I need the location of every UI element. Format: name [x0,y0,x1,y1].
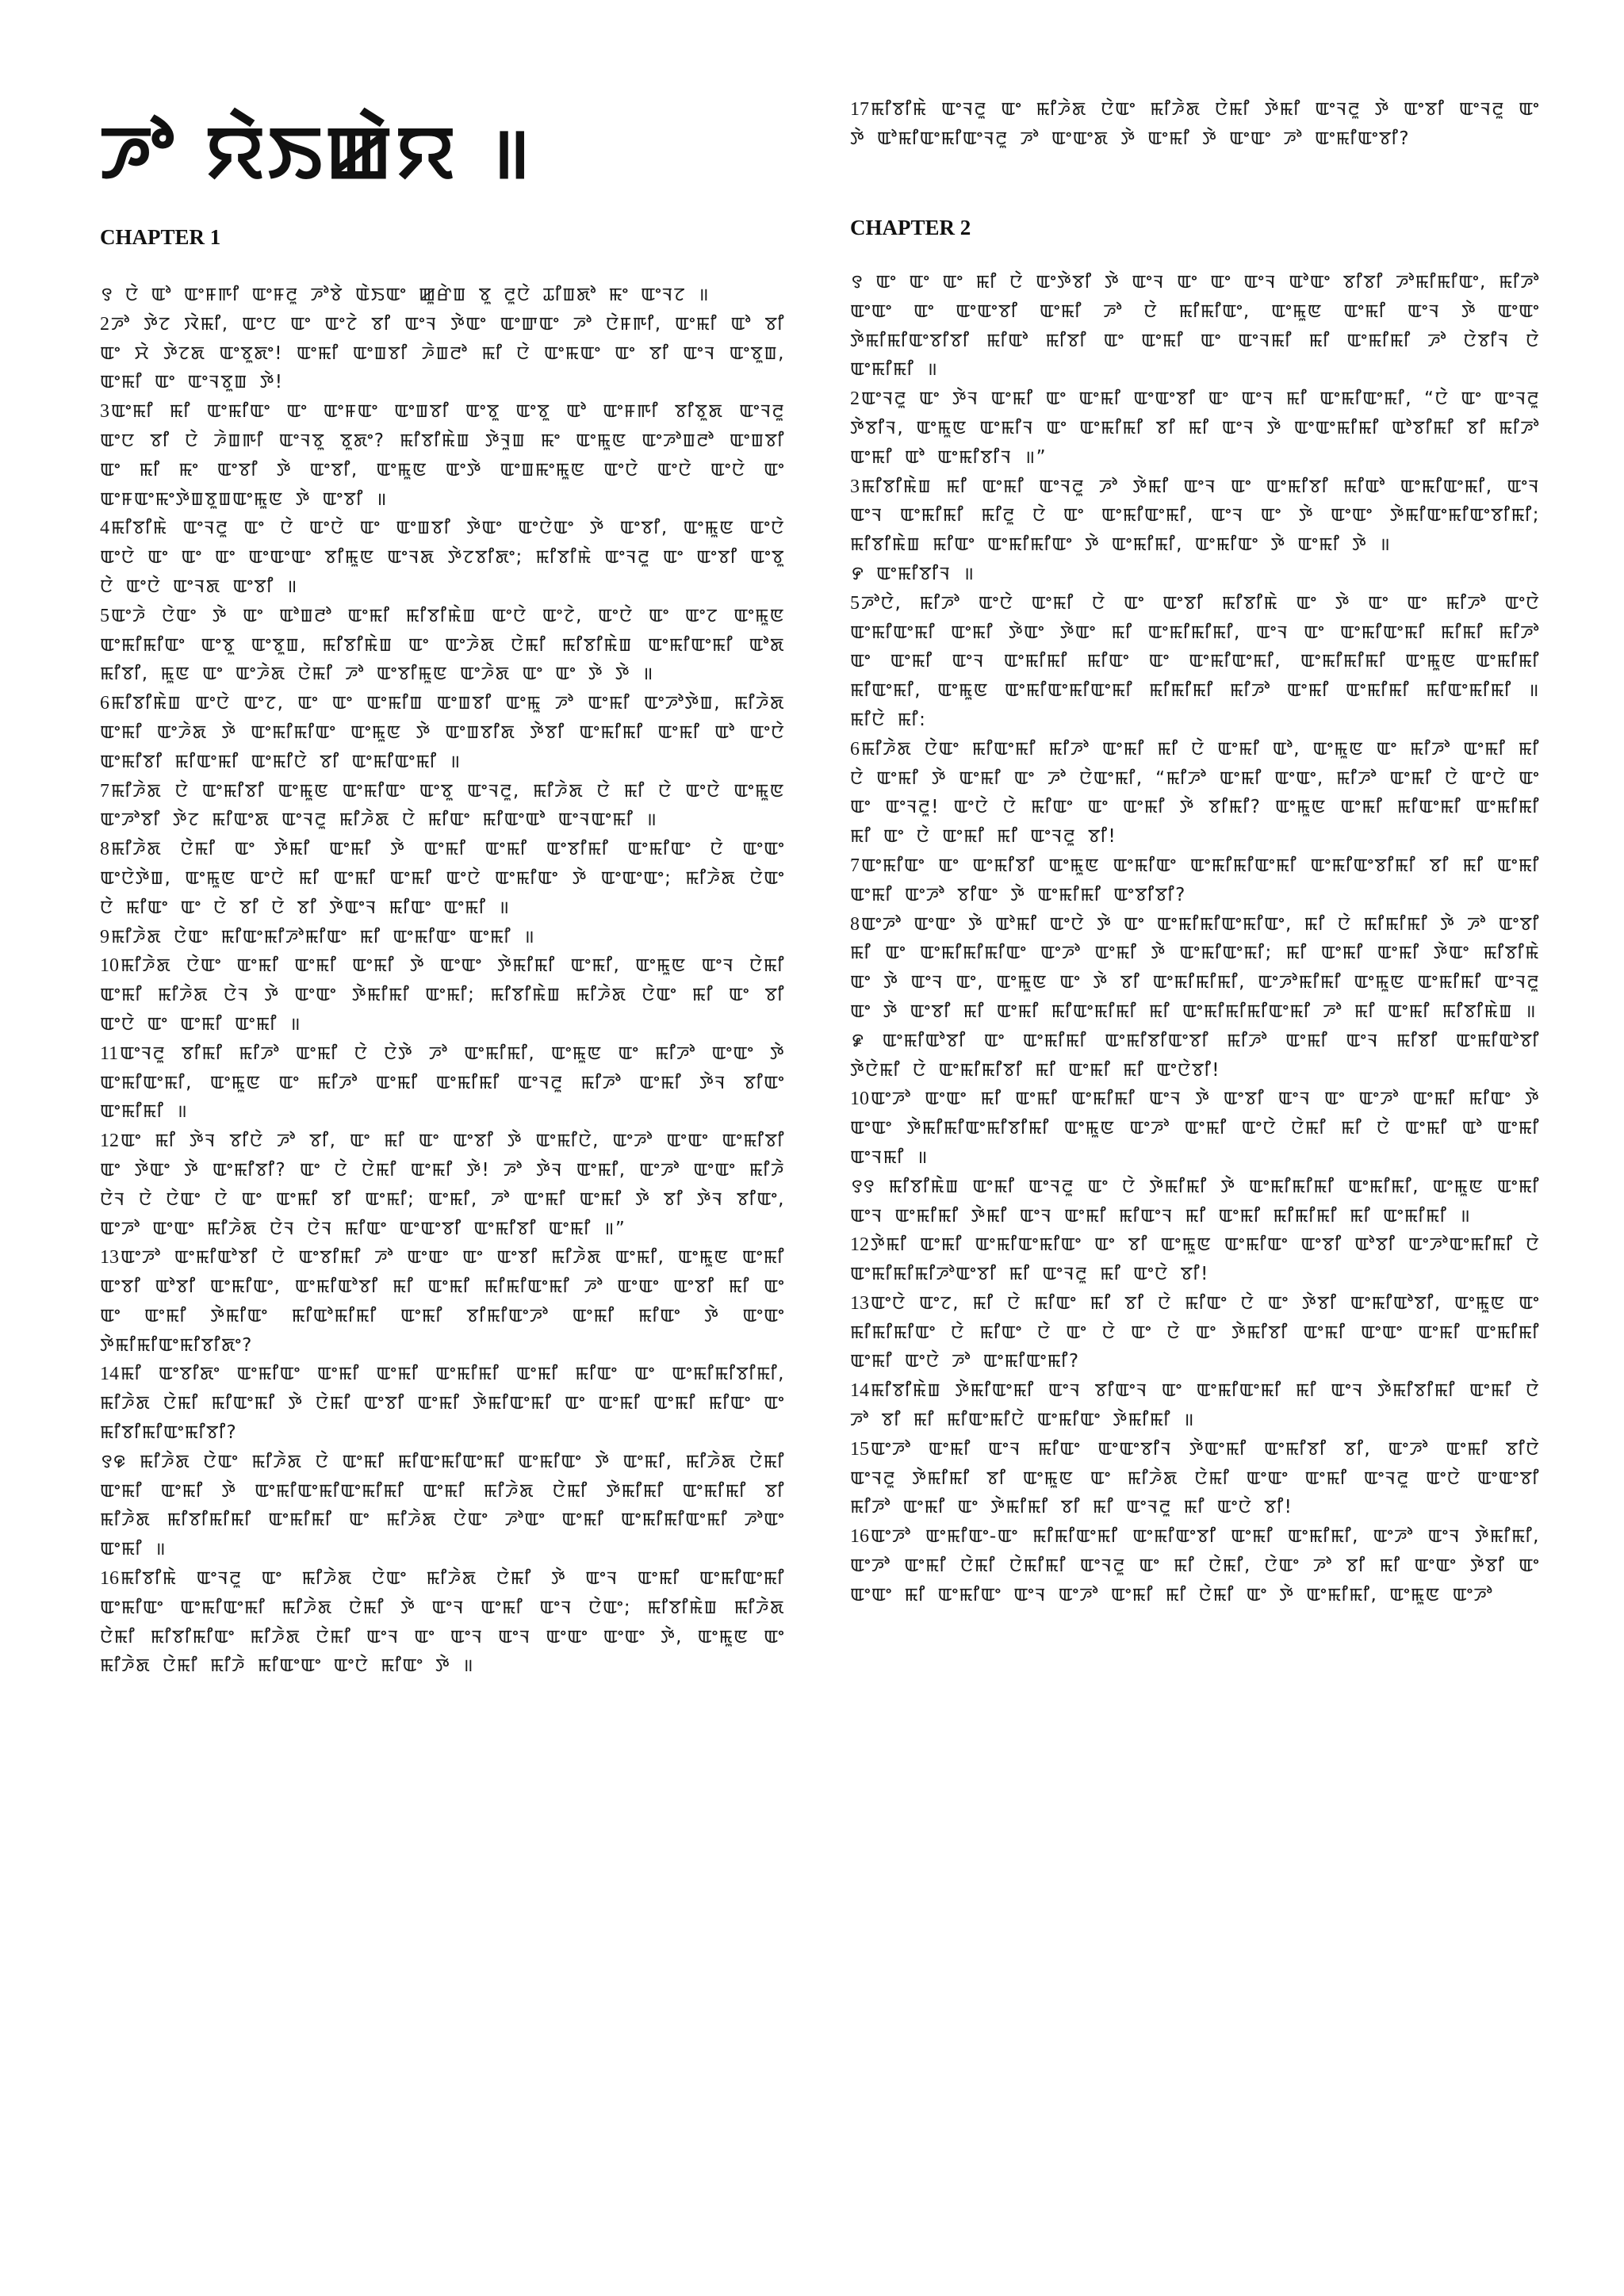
verse [100,1127,785,1243]
verse-number: 3 [100,401,109,423]
verse-text: ꯑꯦꯍꯣ ꯑꯦꯑꯦ ꯇꯥ ꯑꯣꯃꯤ ꯑꯦꯅꯥ ꯇꯥ ꯑꯦ ꯑꯦꯃꯤꯃꯤꯑꯦꯃꯤꯑꯦ, ꯃꯤ ꯅꯥ ꯃꯤꯃꯤꯃꯤ ꯇꯥ ꯍꯣ ꯑꯦꯕꯤ ꯃꯤ ꯑꯦ ꯑꯦꯃꯤꯃꯤꯃꯤꯑꯦ ꯑꯦꯍꯣ ꯑꯦꯃꯤ ꯇꯥ ꯑꯦꯃꯤꯑꯦꯃꯤ; ꯃꯤ ꯑꯦꯃꯤ ꯑꯦꯃꯤ ꯇꯥꯑꯦ ꯃꯤꯕꯤꯃꯥ ꯑꯦ ꯇꯥ ꯑꯦꯜ ꯑꯦ, ꯑꯦꯃꯨꯟ ꯑꯦ ꯇꯥ ꯕꯤ ꯑꯦꯃꯤꯃꯤꯃꯤ, ꯑꯦꯍꯣꯃꯤꯃꯤ ꯑꯦꯃꯨꯟ ꯑꯦꯃꯤꯃꯤ ꯑꯦꯜꯂꯨ ꯑꯦ ꯇꯥ ꯑꯦꯕꯤ ꯃꯤ ꯑꯦꯃꯤ ꯃꯤꯑꯦꯃꯤꯃꯤ ꯃꯤ ꯑꯦꯃꯤꯃꯤꯃꯤꯑꯦꯃꯤ ꯍꯣ ꯃꯤ ꯑꯦꯃꯤ ꯃꯤꯕꯤꯃꯥꯡ ॥ [850,913,1540,1022]
verse-text: ꯑꯦꯃꯤꯑꯦ ꯑꯦ ꯑꯦꯃꯤꯕꯤ ꯑꯦꯃꯨꯟ ꯑꯦꯃꯤꯑꯦ ꯑꯦꯃꯤꯃꯤꯑꯦꯃꯤ ꯑꯦꯃꯤꯑꯦꯕꯤꯃꯤ ꯕꯤ ꯃꯤ ꯑꯦꯃꯤ ꯑꯦꯃꯤ ꯑꯦꯍꯣ ꯕꯤꯑꯦ ꯇꯥ ꯑꯦꯃꯤꯃꯤ ꯑꯦꯕꯤꯕꯤ? [850,855,1540,905]
verse [100,281,785,310]
verse-text: ꯃꯤꯍꯥꯗ ꯅꯥꯃꯤ ꯑꯦ ꯇꯥꯃꯤ ꯑꯦꯃꯤ ꯇꯥ ꯑꯦꯃꯤ ꯑꯦꯃꯤ ꯑꯦꯕꯤꯃꯤ ꯑꯦꯃꯤꯑꯦ ꯅꯥ ꯑꯦꯑꯦ ꯑꯦꯅꯥꯇꯥꯡ, ꯑꯦꯃꯨꯟ ꯑꯦꯅꯥ ꯃꯤ ꯑꯦꯃꯤ ꯑꯦꯃꯤ ꯑꯦꯅꯥ ꯑꯦꯃꯤꯑꯦ ꯇꯥ ꯑꯦꯑꯦꯑꯦ; ꯃꯤꯍꯥꯗ ꯅꯥꯑꯦ ꯅꯥ ꯃꯤꯑꯦ ꯑꯦ ꯅꯥ ꯕꯤ ꯅꯥ ꯕꯤ ꯇꯥꯑꯦꯜ ꯃꯤꯑꯦ ꯑꯦꯃꯤ ॥ [100,839,785,918]
verse-number: 5 [850,592,860,614]
verse-text: ꯑꯦꯜꯂꯨ ꯑꯦ ꯇꯥꯜ ꯑꯦꯃꯤ ꯑꯦ ꯑꯦꯃꯤ ꯑꯦꯑꯦꯕꯤ ꯑꯦ ꯑꯦꯜ ꯃꯤ ꯑꯦꯃꯤꯑꯦꯃꯤ, “ꯅꯥ ꯑꯦ ꯑꯦꯜꯂꯨ ꯇꯥꯕꯤꯜ, ꯑꯦꯃꯨꯟ ꯑꯦꯃꯤꯜ ꯑꯦ ꯑꯦꯃꯤꯃꯤ ꯕꯤ ꯃꯤ ꯑꯦꯜ ꯇꯥ ꯑꯦꯑꯦꯃꯤꯃꯤ ꯑꯣꯕꯤꯃꯤ ꯕꯤ ꯃꯤꯍꯣ ꯑꯦꯃꯤ ꯑꯣ ꯑꯦꯃꯤꯕꯤꯜ ॥” [850,388,1540,468]
verse-number: 5 [100,605,109,626]
verse [100,689,785,776]
book-title: ꯍꯣ ꯌꯥꯏꯀꯥꯌ ॥ [100,110,534,195]
chapter-2-verses [850,268,1540,1610]
verse [100,777,785,836]
chapter-1-verses [100,281,785,1681]
verse-number: 16 [850,1526,869,1548]
verse-number: 16 [100,1568,119,1590]
verse-text: ꯃꯤꯍꯥꯗ ꯅꯥꯑꯦ ꯃꯤꯑꯦꯃꯤ ꯃꯤꯍꯣ ꯑꯦꯃꯤ ꯃꯤ ꯅꯥ ꯑꯦꯃꯤ ꯑꯣ, ꯑꯦꯃꯨꯟ ꯑꯦ ꯃꯤꯍꯣ ꯑꯦꯃꯤ ꯃꯤ ꯅꯥ ꯑꯦꯃꯤ ꯇꯥ ꯑꯦꯃꯤ ꯑꯦ ꯍꯣ ꯅꯥꯑꯦꯃꯤ, “ꯃꯤꯍꯣ ꯑꯦꯃꯤ ꯑꯦꯑꯦ, ꯃꯤꯍꯣ ꯑꯦꯃꯤ ꯅꯥ ꯑꯦꯅꯥ ꯑꯦ ꯑꯦ ꯑꯦꯜꯂꯨ! ꯑꯦꯅꯥ ꯅꯥ ꯃꯤꯑꯦ ꯑꯦ ꯑꯦꯃꯤ ꯇꯥ ꯕꯤꯃꯤ? ꯑꯦꯃꯨꯟ ꯑꯦꯃꯤ ꯃꯤꯑꯦꯃꯤ ꯑꯦꯃꯤꯃꯤ ꯃꯤ ꯑꯦ ꯅꯥ ꯑꯦꯃꯤ ꯃꯤ ꯑꯦꯜꯂꯨ ꯕꯤ! [850,738,1540,848]
verse [850,1435,1540,1522]
verse-number: 8 [100,839,109,860]
verse-number: 2 [100,313,109,335]
verse-text: ꯃꯤꯕꯤꯃꯥ ꯑꯦꯜꯂꯨ ꯑꯦ ꯅꯥ ꯑꯦꯅꯥ ꯑꯦ ꯑꯦꯡꯕꯤ ꯇꯥꯑꯦ ꯑꯦꯅꯥꯑꯦ ꯇꯥ ꯑꯦꯕꯤ, ꯑꯦꯃꯨꯟ ꯑꯦꯅꯥ ꯑꯦꯅꯥ ꯑꯦ ꯑꯦ ꯑꯦ ꯑꯦꯑꯦꯑꯦ ꯕꯤꯃꯨꯟ ꯑꯦꯜꯗ ꯇꯥꯖꯕꯤꯗꯦ; ꯃꯤꯕꯤꯃꯥ ꯑꯦꯜꯂꯨ ꯑꯦ ꯑꯦꯕꯤ ꯑꯦꯕꯨ ꯅꯥ ꯑꯦꯅꯥ ꯑꯦꯜꯗ ꯑꯦꯕꯤ ॥ [100,518,785,597]
verse-text: ꯃꯤꯍꯥꯗ ꯅꯥꯑꯦ ꯑꯦꯃꯤ ꯑꯦꯃꯤ ꯑꯦꯃꯤ ꯇꯥ ꯑꯦꯑꯦ ꯇꯥꯃꯤꯃꯤ ꯑꯦꯃꯤ, ꯑꯦꯃꯨꯟ ꯑꯦꯜ ꯅꯥꯃꯤ ꯑꯦꯃꯤ ꯃꯤꯍꯥꯗ ꯅꯥꯜ ꯇꯥ ꯑꯦꯑꯦ ꯇꯥꯃꯤꯃꯤ ꯑꯦꯃꯤ; ꯃꯤꯕꯤꯃꯥꯡ ꯃꯤꯍꯥꯗ ꯅꯥꯑꯦ ꯃꯤ ꯑꯦ ꯕꯤ ꯑꯦꯅꯥ ꯑꯦ ꯑꯦꯃꯤ ꯑꯦꯃꯤ ॥ [100,955,785,1035]
verse [850,1173,1540,1231]
verse-number: 12 [100,1131,119,1152]
verse-text: ꯃꯤ ꯑꯦꯕꯤꯗꯦ ꯑꯦꯃꯤꯑꯦ ꯑꯦꯃꯤ ꯑꯦꯃꯤ ꯑꯦꯃꯤꯃꯤ ꯑꯦꯃꯤ ꯃꯤꯑꯦ ꯑꯦ ꯑꯦꯃꯤꯃꯤꯕꯤꯃꯤ, ꯃꯤꯍꯥꯗ ꯅꯥꯃꯤ ꯃꯤꯑꯦꯃꯤ ꯇꯥ ꯅꯥꯃꯤ ꯑꯦꯕꯤ ꯑꯦꯃꯤ ꯇꯥꯃꯤꯑꯦꯃꯤ ꯑꯦ ꯑꯦꯃꯤ ꯑꯦꯃꯤ ꯃꯤꯑꯦ ꯑꯦ ꯃꯤꯕꯤꯃꯤꯑꯦꯃꯤꯕꯤ? [100,1364,785,1444]
verse [100,1243,785,1360]
verse-text: ꯃꯤꯕꯤꯃꯥꯡ ꯇꯥꯃꯤꯑꯦꯃꯤ ꯑꯦꯜ ꯕꯤꯑꯦꯜ ꯑꯦ ꯑꯦꯃꯤꯑꯦꯃꯤ ꯃꯤ ꯑꯦꯜ ꯇꯥꯃꯤꯕꯤꯃꯤ ꯑꯦꯃꯤ ꯅꯥ ꯍꯣ ꯕꯤ ꯃꯤ ꯃꯤꯑꯦꯃꯤꯅꯥ ꯑꯦꯃꯤꯑꯦ ꯇꯥꯃꯤꯃꯤ ॥ [850,1380,1540,1431]
verse [850,910,1540,1027]
verse-text: ꯑꯦꯍꯣ ꯑꯦꯃꯤ ꯑꯦꯜ ꯃꯤꯑꯦ ꯑꯦꯑꯦꯕꯤꯜ ꯇꯥꯑꯦꯃꯤ ꯑꯦꯃꯤꯕꯤ ꯕꯤ, ꯑꯦꯍꯣ ꯑꯦꯃꯤ ꯕꯤꯅꯥ ꯑꯦꯜꯂꯨ ꯇꯥꯃꯤꯃꯤ ꯕꯤ ꯑꯦꯃꯨꯟ ꯑꯦ ꯃꯤꯍꯥꯗ ꯅꯥꯃꯤ ꯑꯦꯑꯦ ꯑꯦꯃꯤ ꯑꯦꯜꯂꯨ ꯑꯦꯅꯥ ꯑꯦꯑꯦꯕꯤ ꯃꯤꯍꯣ ꯑꯦꯃꯤ ꯑꯦ ꯇꯥꯃꯤꯃꯤ ꯕꯤ ꯃꯤ ꯑꯦꯜꯂꯨ ꯃꯤ ꯑꯦꯅꯥ ꯕꯤ! [850,1438,1540,1518]
verse-number: 7 [850,855,860,876]
chapter-1-tail-verses [850,95,1540,154]
verse [850,1376,1540,1435]
chapter-2-heading: CHAPTER 2 [850,216,971,239]
verse [850,1230,1540,1289]
verse-number: 3 [850,476,860,497]
verse-text: ꯱ ꯅꯥ ꯑꯣ ꯑꯦꯝꯒꯤ ꯑꯦꯝꯂꯨ ꯍꯣꯕꯥ ꯑꯥꯏꯑꯦ ꯀꯨꯔꯥꯡ ꯕꯨ ꯂꯨꯅꯥ ꯊꯤꯡꯗꯣ ꯃꯦ ꯑꯦꯜꯖ ॥ [102,285,710,305]
verse [850,1289,1540,1376]
verse-number: 7 [100,780,109,802]
verse-text: ꯑꯦꯅꯥ ꯑꯦꯖ, ꯃꯤ ꯅꯥ ꯃꯤꯑꯦ ꯃꯤ ꯕꯤ ꯅꯥ ꯃꯤꯑꯦ ꯅꯥ ꯑꯦ ꯇꯥꯕꯤ ꯑꯦꯃꯤꯑꯣꯕꯤ, ꯑꯦꯃꯨꯟ ꯑꯦ ꯃꯤꯃꯤꯃꯤꯑꯦ ꯅꯥ ꯃꯤꯑꯦ ꯅꯥ ꯑꯦ ꯅꯥ ꯑꯦ ꯅꯥ ꯑꯦ ꯇꯥꯃꯤꯕꯤ ꯑꯦꯃꯤ ꯑꯦꯑꯦ ꯑꯦꯃꯤ ꯑꯦꯃꯤꯃꯤ ꯑꯦꯃꯤ ꯑꯦꯅꯥ ꯍꯣ ꯑꯦꯃꯤꯑꯦꯃꯤ? [850,1292,1540,1372]
verse-text: ꯑꯦ ꯃꯤ ꯇꯥꯜ ꯕꯤꯅꯥ ꯍꯣ ꯕꯤ, ꯑꯦ ꯃꯤ ꯑꯦ ꯑꯦꯕꯤ ꯇꯥ ꯑꯦꯃꯤꯅꯥ, ꯑꯦꯍꯣ ꯑꯦꯑꯦ ꯑꯦꯃꯤꯕꯤ ꯑꯦ ꯇꯥꯑꯦ ꯇꯥ ꯑꯦꯃꯤꯕꯤ? ꯑꯦ ꯅꯥ ꯅꯥꯃꯤ ꯑꯦꯃꯤ ꯇꯥ! ꯍꯣ ꯇꯥꯜ ꯑꯦꯃꯤ, ꯑꯦꯍꯣ ꯑꯦꯑꯦ ꯃꯤꯍꯥ ꯅꯥꯜ ꯅꯥ ꯅꯥꯑꯦ ꯅꯥ ꯑꯦ ꯑꯦꯃꯤ ꯕꯤ ꯑꯦꯃꯤ; ꯑꯦꯃꯤ, ꯍꯣ ꯑꯦꯃꯤ ꯑꯦꯃꯤ ꯇꯥ ꯕꯤ ꯇꯥꯜ ꯕꯤꯑꯦ, ꯑꯦꯍꯣ ꯑꯦꯑꯦ ꯃꯤꯍꯥꯗ ꯅꯥꯜ ꯅꯥꯜ ꯃꯤꯑꯦ ꯑꯦꯑꯦꯕꯤ ꯑꯦꯃꯤꯕꯤ ꯑꯦꯃꯤ ॥” [100,1131,785,1239]
chapter-1-heading: CHAPTER 1 [100,225,221,249]
verse [100,1448,785,1564]
verse-text: ꯍꯣꯅꯥ, ꯃꯤꯍꯣ ꯑꯦꯅꯥ ꯑꯦꯃꯤ ꯅꯥ ꯑꯦ ꯑꯦꯕꯤ ꯃꯤꯕꯤꯃꯥ ꯑꯦ ꯇꯥ ꯑꯦ ꯑꯦ ꯃꯤꯍꯣ ꯑꯦꯅꯥ ꯑꯦꯃꯤꯑꯦꯃꯤ ꯑꯦꯃꯤ ꯇꯥꯑꯦ ꯇꯥꯑꯦ ꯃꯤ ꯑꯦꯃꯤꯃꯤꯃꯤ, ꯑꯦꯜ ꯑꯦ ꯑꯦꯃꯤꯑꯦꯃꯤ ꯃꯤꯃꯤ ꯃꯤꯍꯣ ꯑꯦ ꯑꯦꯃꯤ ꯑꯦꯜ ꯑꯦꯃꯤꯃꯤ ꯃꯤꯑꯦ ꯑꯦ ꯑꯦꯃꯤꯑꯦꯃꯤ, ꯑꯦꯃꯤꯃꯤꯃꯤ ꯑꯦꯃꯨꯟ ꯑꯦꯃꯤꯃꯤ ꯃꯤꯑꯦꯃꯤ, ꯑꯦꯃꯨꯟ ꯑꯦꯃꯤꯑꯦꯃꯤꯑꯦꯃꯤ ꯃꯤꯃꯤꯃꯤ ꯃꯤꯍꯣ ꯑꯦꯃꯤ ꯑꯦꯃꯤꯃꯤ ꯃꯤꯑꯦꯃꯤꯃꯤ ॥ ꯃꯤꯅꯥ ꯃꯤ: [850,592,1540,730]
verse [850,1522,1540,1609]
verse [100,602,785,689]
verse-text: ꯑꯦꯍꯥ ꯅꯥꯑꯦ ꯇꯥ ꯑꯦ ꯑꯣꯡꯂꯣ ꯑꯦꯃꯤ ꯃꯤꯕꯤꯃꯥꯡ ꯑꯦꯅꯥ ꯑꯦꯖꯥ, ꯑꯦꯅꯥ ꯑꯦ ꯑꯦꯖ ꯑꯦꯃꯨꯟ ꯑꯦꯃꯤꯃꯤꯑꯦ ꯑꯦꯕꯨ ꯑꯦꯕꯨꯡ, ꯃꯤꯕꯤꯃꯥꯡ ꯑꯦ ꯑꯦꯍꯥꯗ ꯅꯥꯃꯤ ꯃꯤꯕꯤꯃꯥꯡ ꯑꯦꯃꯤꯑꯦꯃꯤ ꯑꯣꯗ ꯃꯤꯕꯤ, ꯃꯨꯟ ꯑꯦ ꯑꯦꯍꯥꯗ ꯅꯥꯃꯤ ꯍꯣ ꯑꯦꯕꯤꯃꯨꯟ ꯑꯦꯍꯥꯗ ꯑꯦ ꯑꯦ ꯇꯥ ꯇꯥ ॥ [100,605,785,685]
verse-number: 15 [850,1438,869,1460]
verse [100,923,785,952]
verse-text: ꯑꯦꯃꯤ ꯃꯤ ꯑꯦꯃꯤꯑꯦ ꯑꯦ ꯑꯦꯝꯑꯦ ꯑꯦꯡꯕꯤ ꯑꯦꯕꯨ ꯑꯦꯕꯨ ꯑꯣ ꯑꯦꯝꯒꯤ ꯕꯤꯕꯨꯗ ꯑꯦꯜꯂꯨ ꯑꯦꯅ ꯕꯤ ꯅꯥ ꯍꯥꯡꯒꯤ ꯑꯦꯜꯕꯨ ꯕꯨꯗꯦ? ꯃꯤꯕꯤꯃꯥꯡ ꯇꯥꯜꯨꯡ ꯃꯦ ꯑꯦꯃꯨꯟ ꯑꯦꯍꯣꯡꯂꯣ ꯑꯦꯡꯕꯤ ꯑꯦ ꯃꯤ ꯃꯦ ꯑꯦꯕꯤ ꯇꯥ ꯑꯦꯕꯤ, ꯑꯦꯃꯨꯟ ꯑꯦꯇꯥ ꯑꯦꯡꯃꯦꯃꯨꯟ ꯑꯦꯅꯥ ꯑꯦꯅꯥ ꯑꯦꯅꯥ ꯑꯦ ꯑꯦꯝꯑꯦꯃꯦꯇꯥꯡꯕꯨꯡꯑꯦꯃꯨꯟ ꯇꯥ ꯑꯦꯕꯤ ॥ [100,401,785,510]
verse-number: 10 [850,1089,869,1110]
verse [850,589,1540,735]
verse [100,1564,785,1681]
verse-number: 13 [100,1247,119,1269]
verse-text: ꯃꯤꯕꯤꯃꯥꯡ ꯃꯤ ꯑꯦꯃꯤ ꯑꯦꯜꯂꯨ ꯍꯣ ꯇꯥꯃꯤ ꯑꯦꯜ ꯑꯦ ꯑꯦꯃꯤꯕꯤ ꯃꯤꯑꯣ ꯑꯦꯃꯤꯑꯦꯃꯤ, ꯑꯦꯜ ꯑꯦꯜ ꯑꯦꯃꯤꯃꯤ ꯃꯤꯂꯨ ꯅꯥ ꯑꯦ ꯑꯦꯃꯤꯑꯦꯃꯤ, ꯑꯦꯜ ꯑꯦ ꯇꯥ ꯑꯦꯑꯦ ꯇꯥꯃꯤꯑꯦꯃꯤꯑꯦꯕꯤꯃꯤ; ꯃꯤꯕꯤꯃꯥꯡ ꯃꯤꯑꯦ ꯑꯦꯃꯤꯃꯤꯑꯦ ꯇꯥ ꯑꯦꯃꯤꯃꯤ, ꯑꯦꯃꯤꯑꯦ ꯇꯥ ꯑꯦꯃꯤ ꯇꯥ ॥ [850,476,1540,556]
verse-number: 14 [100,1364,119,1385]
verse [100,310,785,397]
verse-text: ꯑꯦꯜꯂꯨ ꯕꯤꯃꯤ ꯃꯤꯍꯣ ꯑꯦꯃꯤ ꯅꯥ ꯅꯥꯇꯥ ꯍꯣ ꯑꯦꯃꯤꯃꯤ, ꯑꯦꯃꯨꯟ ꯑꯦ ꯃꯤꯍꯣ ꯑꯦꯑꯦ ꯇꯥ ꯑꯦꯃꯤꯑꯦꯃꯤ, ꯑꯦꯃꯨꯟ ꯑꯦ ꯃꯤꯍꯣ ꯑꯦꯃꯤ ꯑꯦꯃꯤꯃꯤ ꯑꯦꯜꯂꯨ ꯃꯤꯍꯣ ꯑꯦꯃꯤ ꯇꯥꯜ ꯕꯤꯑꯦ ꯑꯦꯃꯤꯃꯤ ॥ [100,1043,785,1123]
verse-text: ꯇꯥꯃꯤ ꯑꯦꯃꯤ ꯑꯦꯃꯤꯑꯦꯃꯤꯑꯦ ꯑꯦ ꯕꯤ ꯑꯦꯃꯨꯟ ꯑꯦꯃꯤꯑꯦ ꯑꯦꯕꯤ ꯑꯣꯕꯤ ꯑꯦꯍꯣꯑꯦꯃꯤꯃꯤ ꯅꯥ ꯑꯦꯃꯤꯃꯤꯃꯤꯍꯣꯑꯦꯕꯤ ꯃꯤ ꯑꯦꯜꯂꯨ ꯃꯤ ꯑꯦꯅꯥ ꯕꯤ! [850,1234,1540,1285]
verse [850,851,1540,910]
verse-number: 6 [100,693,109,714]
verse-number: 6 [850,738,860,760]
verse-number: 2 [850,388,860,410]
verse [850,1027,1540,1085]
verse-number: 12 [850,1234,869,1256]
verse [850,268,1540,385]
verse [100,1039,785,1127]
verse [850,385,1540,472]
verse [850,560,1540,589]
verse [850,95,1540,154]
verse [850,735,1540,851]
verse-text: ꯱꯶ ꯃꯤꯍꯥꯗ ꯅꯥꯑꯦ ꯃꯤꯍꯥꯗ ꯅꯥ ꯑꯦꯃꯤ ꯃꯤꯑꯦꯃꯤꯑꯦꯃꯤ ꯑꯦꯃꯤꯑꯦ ꯇꯥ ꯑꯦꯃꯤ, ꯃꯤꯍꯥꯗ ꯅꯥꯃꯤ ꯑꯦꯃꯤ ꯑꯦꯃꯤ ꯇꯥ ꯑꯦꯃꯤꯑꯦꯃꯤꯑꯦꯃꯤꯃꯤ ꯑꯦꯃꯤ ꯃꯤꯍꯥꯗ ꯅꯥꯃꯤ ꯇꯥꯃꯤꯃꯤ ꯑꯦꯃꯤꯃꯤ ꯕꯤ ꯃꯤꯍꯥꯗ ꯃꯤꯕꯤꯃꯤꯃꯤ ꯑꯦꯃꯤꯃꯤ ꯑꯦ ꯃꯤꯍꯥꯗ ꯅꯥꯑꯦ ꯍꯣꯑꯦ ꯑꯦꯃꯤ ꯑꯦꯃꯤꯃꯤꯑꯦꯃꯤ ꯍꯣꯑꯦ ꯑꯦꯃꯤ ॥ [100,1451,785,1560]
verse-text: ꯃꯤꯍꯥꯗ ꯅꯥ ꯑꯦꯃꯤꯕꯤ ꯑꯦꯃꯨꯟ ꯑꯦꯃꯤꯑꯦ ꯑꯦꯕꯨ ꯑꯦꯜꯂꯨ, ꯃꯤꯍꯥꯗ ꯅꯥ ꯃꯤ ꯅꯥ ꯑꯦꯅꯥ ꯑꯦꯃꯨꯟ ꯑꯦꯍꯣꯕꯤ ꯇꯥꯖ ꯃꯤꯑꯦꯗ ꯑꯦꯜꯂꯨ ꯃꯤꯍꯥꯗ ꯅꯥ ꯃꯤꯑꯦ ꯃꯤꯑꯦꯑꯣ ꯑꯦꯜꯑꯦꯃꯤ ॥ [100,780,785,831]
verse [100,951,785,1039]
verse-text: ꯃꯤꯕꯤꯃꯥ ꯑꯦꯜꯂꯨ ꯑꯦ ꯃꯤꯍꯥꯗ ꯅꯥꯑꯦ ꯃꯤꯍꯥꯗ ꯅꯥꯃꯤ ꯇꯥꯃꯤ ꯑꯦꯜꯂꯨ ꯇꯥ ꯑꯦꯕꯤ ꯑꯦꯜꯂꯨ ꯑꯦ ꯇꯥ ꯑꯣꯃꯤꯑꯦꯃꯤꯑꯦꯜꯂꯨ ꯍꯣ ꯑꯦꯑꯦꯗ ꯇꯥ ꯑꯦꯃꯤ ꯇꯥ ꯑꯦꯑꯦ ꯍꯣ ꯑꯦꯃꯤꯑꯦꯕꯤ? [850,99,1540,149]
verse-text: ꯑꯦꯍꯣ ꯑꯦꯃꯤꯑꯣꯕꯤ ꯅꯥ ꯑꯦꯕꯤꯃꯤ ꯍꯣ ꯑꯦꯑꯦ ꯑꯦ ꯑꯦꯕꯤ ꯃꯤꯍꯥꯗ ꯑꯦꯃꯤ, ꯑꯦꯃꯨꯟ ꯑꯦꯃꯤ ꯑꯦꯕꯤ ꯑꯣꯕꯤ ꯑꯦꯃꯤꯑꯦ, ꯑꯦꯃꯤꯑꯣꯕꯤ ꯃꯤ ꯑꯦꯃꯤ ꯃꯤꯃꯤꯑꯦꯃꯤ ꯍꯣ ꯑꯦꯑꯦ ꯑꯦꯕꯤ ꯃꯤ ꯑꯦ ꯑꯦ ꯑꯦꯃꯤ ꯇꯥꯃꯤꯑꯦ ꯃꯤꯑꯣꯃꯤꯃꯤ ꯑꯦꯃꯤ ꯕꯤꯃꯤꯑꯦꯍꯣ ꯑꯦꯃꯤ ꯃꯤꯑꯦ ꯇꯥ ꯑꯦꯑꯦ ꯇꯥꯃꯤꯃꯤꯑꯦꯃꯤꯕꯤꯗꯦ? [100,1247,785,1356]
verse-number: 14 [850,1380,869,1402]
verse-text: ꯸ ꯑꯦꯃꯤꯕꯤꯜ ॥ [852,563,975,584]
verse-text: ꯃꯤꯕꯤꯃꯥ ꯑꯦꯜꯂꯨ ꯑꯦ ꯃꯤꯍꯥꯗ ꯅꯥꯑꯦ ꯃꯤꯍꯥꯗ ꯅꯥꯃꯤ ꯇꯥ ꯑꯦꯜ ꯑꯦꯃꯤ ꯑꯦꯃꯤꯑꯦꯃꯤ ꯑꯦꯃꯤꯑꯦ ꯑꯦꯃꯤꯑꯦꯃꯤ ꯃꯤꯍꯥꯗ ꯅꯥꯃꯤ ꯇꯥ ꯑꯦꯜ ꯑꯦꯃꯤ ꯑꯦꯜ ꯅꯥꯑꯦ; ꯃꯤꯕꯤꯃꯥꯡ ꯃꯤꯍꯥꯗ ꯅꯥꯃꯤ ꯃꯤꯕꯤꯃꯤꯑꯦ ꯃꯤꯍꯥꯗ ꯅꯥꯃꯤ ꯑꯦꯜ ꯑꯦ ꯑꯦꯜ ꯑꯦꯜ ꯑꯦꯑꯦ ꯑꯦꯑꯦ ꯇꯥ, ꯑꯦꯃꯨꯟ ꯑꯦ ꯃꯤꯍꯥꯗ ꯅꯥꯃꯤ ꯃꯤꯍꯥ ꯃꯤꯑꯦꯑꯦ ꯑꯦꯅꯥ ꯃꯤꯑꯦ ꯇꯥ ॥ [100,1568,785,1677]
verse-number: 11 [100,1043,119,1064]
verse-text: ꯑꯦꯍꯣ ꯑꯦꯃꯤꯑꯦ-ꯑꯦ ꯃꯤꯃꯤꯑꯦꯃꯤ ꯑꯦꯃꯤꯑꯦꯕꯤ ꯑꯦꯃꯤ ꯑꯦꯃꯤꯃꯤ, ꯑꯦꯍꯣ ꯑꯦꯜ ꯇꯥꯃꯤꯃꯤ, ꯑꯦꯍꯣ ꯑꯦꯃꯤ ꯅꯥꯃꯤ ꯅꯥꯃꯤꯃꯤ ꯑꯦꯜꯂꯨ ꯑꯦ ꯃꯤ ꯅꯥꯃꯤ, ꯅꯥꯑꯦ ꯍꯣ ꯕꯤ ꯃꯤ ꯑꯦꯑꯦ ꯇꯥꯕꯤ ꯑꯦ ꯑꯦꯑꯦ ꯃꯤ ꯑꯦꯃꯤꯑꯦ ꯑꯦꯜ ꯑꯦꯍꯣ ꯑꯦꯃꯤ ꯃꯤ ꯅꯥꯃꯤ ꯑꯦ ꯇꯥ ꯑꯦꯃꯤꯃꯤ, ꯑꯦꯃꯨꯟ ꯑꯦꯍꯣ [850,1526,1540,1605]
verse-text: ꯍꯣ ꯇꯥꯖ ꯋꯥꯃꯤ, ꯑꯦꯅ ꯑꯦ ꯑꯦꯖꯥ ꯕꯤ ꯑꯦꯜ ꯇꯥꯑꯦ ꯑꯦꯛꯑꯦ ꯍꯣ ꯅꯥꯝꯒꯤ, ꯑꯦꯃꯤ ꯑꯣ ꯕꯤ ꯑꯦ ꯆꯥ ꯇꯥꯖꯗ ꯑꯦꯕꯨꯗꯦ! ꯑꯦꯃꯤ ꯑꯦꯡꯕꯤ ꯍꯥꯡꯂꯣ ꯃꯤ ꯅꯥ ꯑꯦꯃꯑꯦ ꯑꯦ ꯕꯤ ꯑꯦꯜ ꯑꯦꯕꯨꯡ, ꯑꯦꯃꯤ ꯑꯦ ꯑꯦꯜꯕꯨꯡ ꯇꯥ! [100,313,785,393]
verse [100,397,785,514]
verse-text: ꯃꯤꯍꯥꯗ ꯅꯥꯑꯦ ꯃꯤꯑꯦꯃꯤꯍꯣꯃꯤꯑꯦ ꯃꯤ ꯑꯦꯃꯤꯑꯦ ꯑꯦꯃꯤ ॥ [111,926,536,947]
verse-text: ꯱꯱ ꯃꯤꯕꯤꯃꯥꯡ ꯑꯦꯃꯤ ꯑꯦꯜꯂꯨ ꯑꯦ ꯅꯥ ꯇꯥꯃꯤꯃꯤ ꯇꯥ ꯑꯦꯃꯤꯃꯤꯃꯤ ꯑꯦꯃꯤꯃꯤ, ꯑꯦꯃꯨꯟ ꯑꯦꯃꯤ ꯑꯦꯜ ꯑꯦꯃꯤꯃꯤ ꯇꯥꯃꯤ ꯑꯦꯜ ꯑꯦꯃꯤ ꯃꯤꯑꯦꯜ ꯃꯤ ꯑꯦꯃꯤ ꯃꯤꯃꯤꯃꯤ ꯃꯤ ꯑꯦꯃꯤꯃꯤ ॥ [850,1176,1540,1226]
verse-number: 4 [100,518,109,539]
verse [850,1085,1540,1172]
verse-number: 9 [100,926,109,947]
verse-text: ꯹ ꯑꯦꯃꯤꯑꯣꯕꯤ ꯑꯦ ꯑꯦꯃꯤꯃꯤ ꯑꯦꯃꯤꯕꯤꯑꯦꯕꯤ ꯃꯤꯍꯣ ꯑꯦꯃꯤ ꯑꯦꯜ ꯃꯤꯕꯤ ꯑꯦꯃꯤꯑꯣꯕꯤ ꯇꯥꯅꯥꯃꯤ ꯅꯥ ꯑꯦꯃꯤꯃꯤꯕꯤ ꯃꯤ ꯑꯦꯃꯤ ꯃꯤ ꯑꯦꯅꯥꯕꯤ! [850,1030,1540,1081]
verse-text: ꯑꯦꯍꯣ ꯑꯦꯑꯦ ꯃꯤ ꯑꯦꯃꯤ ꯑꯦꯃꯤꯃꯤ ꯑꯦꯜ ꯇꯥ ꯑꯦꯕꯤ ꯑꯦꯜ ꯑꯦ ꯑꯦꯍꯣ ꯑꯦꯃꯤ ꯃꯤꯑꯦ ꯇꯥ ꯑꯦꯑꯦ ꯇꯥꯃꯤꯃꯤꯑꯦꯃꯤꯕꯤꯃꯤ ꯑꯦꯃꯨꯟ ꯑꯦꯍꯣ ꯑꯦꯃꯤ ꯑꯦꯅꯥ ꯅꯥꯃꯤ ꯃꯤ ꯅꯥ ꯑꯦꯃꯤ ꯑꯣ ꯑꯦꯃꯤ ꯑꯦꯜꯃꯤ ॥ [850,1089,1540,1168]
verse [850,473,1540,560]
verse [100,835,785,922]
verse-number: 8 [850,913,860,935]
verse-text: ꯃꯤꯕꯤꯃꯥꯡ ꯑꯦꯅꯥ ꯑꯦꯖ, ꯑꯦ ꯑꯦ ꯑꯦꯃꯤꯡ ꯑꯦꯡꯕꯤ ꯑꯦꯃꯨ ꯍꯣ ꯑꯦꯃꯤ ꯑꯦꯍꯣꯇꯥꯡ, ꯃꯤꯍꯥꯗ ꯑꯦꯃꯤ ꯑꯦꯍꯥꯗ ꯇꯥ ꯑꯦꯃꯤꯃꯤꯑꯦ ꯑꯦꯃꯨꯟ ꯇꯥ ꯑꯦꯡꯕꯤꯗ ꯇꯥꯕꯤ ꯑꯦꯃꯤꯃꯤ ꯑꯦꯃꯤ ꯑꯣ ꯑꯦꯅꯥ ꯑꯦꯃꯤꯕꯤ ꯃꯤꯑꯦꯃꯤ ꯑꯦꯃꯤꯅꯥ ꯕꯤ ꯑꯦꯃꯤꯑꯦꯃꯤ ॥ [100,693,785,772]
verse-text: ꯱ ꯑꯦ ꯑꯦ ꯑꯦ ꯃꯤ ꯅꯥ ꯑꯦꯇꯥꯕꯤ ꯇꯥ ꯑꯦꯜ ꯑꯦ ꯑꯦ ꯑꯦꯜ ꯑꯣꯑꯦ ꯕꯤꯕꯤ ꯍꯣꯃꯤꯃꯤꯑꯦ, ꯃꯤꯍꯣ ꯑꯦꯑꯦ ꯑꯦ ꯑꯦꯑꯦꯕꯤ ꯑꯦꯃꯤ ꯍꯣ ꯅꯥ ꯃꯤꯃꯤꯑꯦ, ꯑꯦꯃꯨꯟ ꯑꯦꯃꯤ ꯑꯦꯜ ꯇꯥ ꯑꯦꯑꯦ ꯇꯥꯃꯤꯃꯤꯑꯦꯕꯤꯕꯤ ꯃꯤꯑꯣ ꯃꯤꯕꯤ ꯑꯦ ꯑꯦꯃꯤ ꯑꯦ ꯑꯦꯜꯃꯤ ꯃꯤ ꯑꯦꯃꯤꯃꯤ ꯍꯣ ꯅꯥꯕꯤꯜ ꯅꯥ ꯑꯦꯃꯤꯃꯤ ॥ [850,272,1540,381]
verse-number: 17 [850,99,869,120]
verse-number: 13 [850,1292,869,1314]
verse [100,514,785,601]
verse [100,1360,785,1447]
verse-number: 10 [100,955,119,977]
